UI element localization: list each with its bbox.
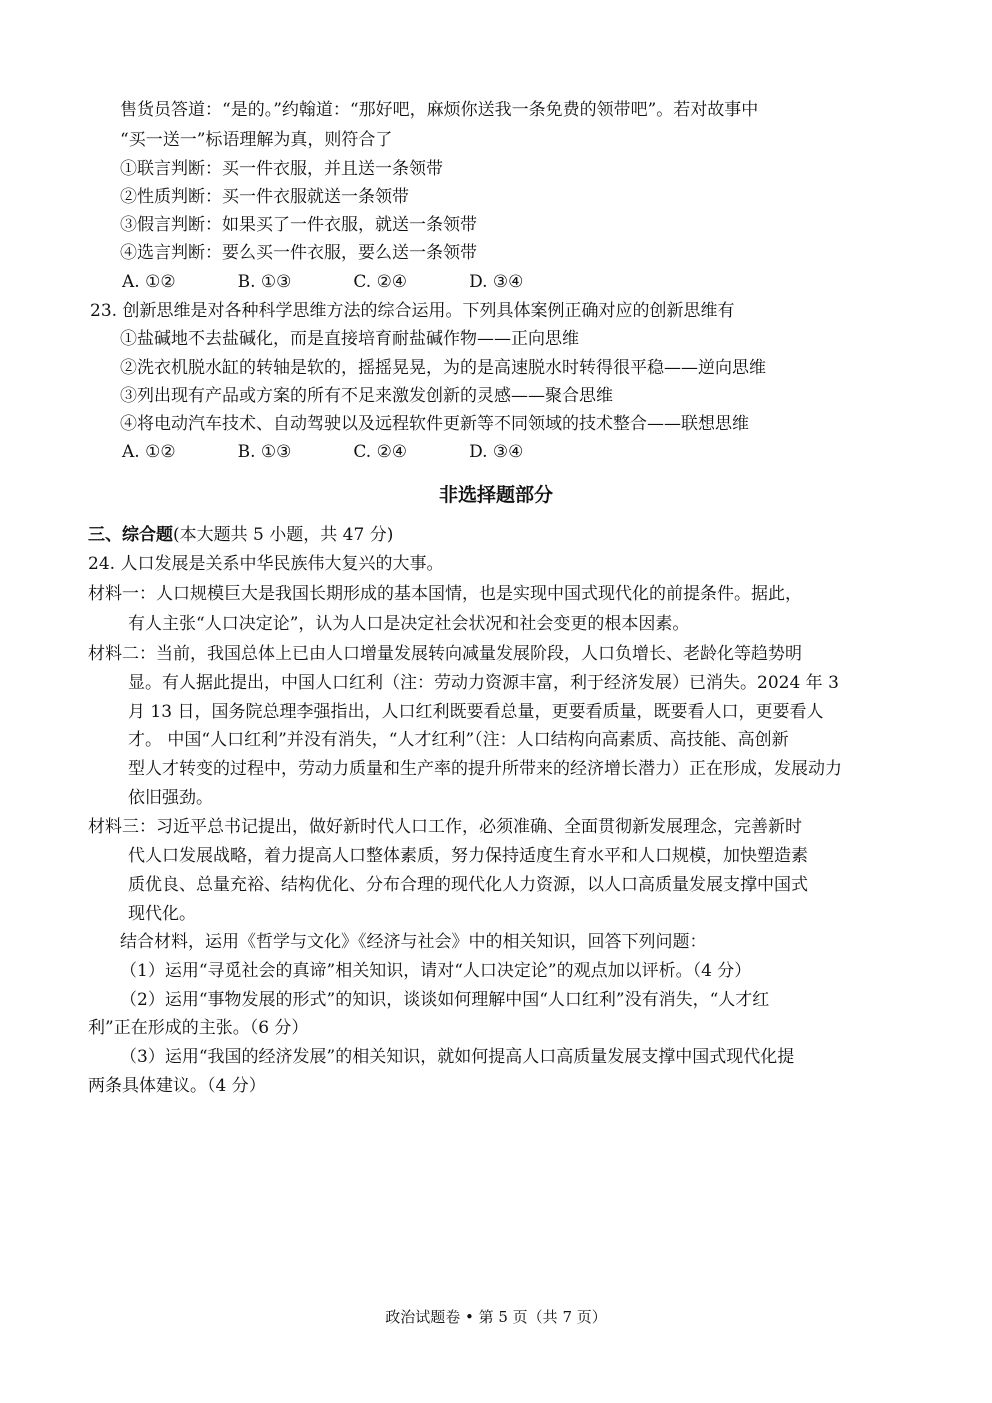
q23-item-4: ④将电动汽车技术、自动驾驶以及远程软件更新等不同领域的技术整合——联想思维 [120,414,749,434]
q22-options [122,271,523,293]
material-3-line: 现代化。 [128,904,196,924]
q22-item-2: ②性质判断：买一件衣服就送一条领带 [120,187,409,207]
q22-option-d: D. ③④ [469,272,524,292]
part3-note: (本大题共 5 小题，共 47 分) [173,525,394,545]
material-1-line: 有人主张“人口决定论”，认为人口是决定社会状况和社会变更的根本因素。 [128,614,690,634]
q23-item-2: ②洗衣机脱水缸的转轴是软的，摇摇晃晃，为的是高速脱水时转得很平稳——逆向思维 [120,358,766,378]
material-2-line: 型人才转变的过程中，劳动力质量和生产率的提升所带来的经济增长潜力）正在形成，发展动力 [128,759,842,779]
q23-item-1: ①盐碱地不去盐碱化，而是直接培育耐盐碱作物——正向思维 [120,329,579,349]
q22-option-c: C. ②④ [353,272,408,292]
material-3-line: 代人口发展战略，着力提高人口整体素质，努力保持适度生育水平和人口规模，加快塑造素 [128,846,808,866]
q24-sub-question-3-cont: 两条具体建议。（4 分） [88,1076,266,1096]
q24-instruction: 结合材料，运用《哲学与文化》《经济与社会》中的相关知识，回答下列问题： [120,932,707,952]
q24-sub-question-3: （3）运用“我国的经济发展”的相关知识，就如何提高人口高质量发展支撑中国式现代化提 [120,1047,795,1067]
q22-option-a: A. ①② [122,272,176,292]
material-1-line: 材料一：人口规模巨大是我国长期形成的基本国情，也是实现中国式现代化的前提条件。据此， [88,584,802,604]
q23-stem: 23. 创新思维是对各种科学思维方法的综合运用。下列具体案例正确对应的创新思维有 [90,301,735,321]
page-footer: 政治试题卷 • 第 5 页（共 7 页） [385,1308,607,1326]
part3-header [88,524,393,546]
q24-sub-question-2-cont: 利”正在形成的主张。（6 分） [88,1018,309,1038]
q22-item-4: ④选言判断：要么买一件衣服，要么送一条领带 [120,243,477,263]
q23-item-3: ③列出现有产品或方案的所有不足来激发创新的灵感——聚合思维 [120,386,613,406]
material-2-line: 才。 中国“人口红利”并没有消失，“人才红利”（注：人口结构向高素质、高技能、高创新 [128,730,789,750]
material-3-line: 质优良、总量充裕、结构优化、分布合理的现代化人力资源，以人口高质量发展支撑中国式 [128,875,808,895]
q23-options [122,441,523,463]
material-3-line: 材料三：习近平总书记提出，做好新时代人口工作，必须准确、全面贯彻新发展理念，完善新时 [88,817,802,837]
q22-line-2: “买一送一”标语理解为真，则符合了 [120,130,393,150]
material-2-line: 月 13 日，国务院总理李强指出，人口红利既要看总量，更要看质量，既要看人口，更要看人 [128,702,824,722]
material-2-line: 显。有人据此提出，中国人口红利（注：劳动力资源丰富，利于经济发展）已消失。2024 年 3 [128,673,839,693]
section-title: 非选择题部分 [438,484,553,506]
q22-item-1: ①联言判断：买一件衣服，并且送一条领带 [120,159,443,179]
q24-sub-question-1: （1）运用“寻觅社会的真谛”相关知识，请对“人口决定论”的观点加以评析。（4 分） [120,961,752,981]
q23-option-c: C. ②④ [353,442,408,462]
q23-option-b: B. ①③ [237,442,292,462]
q23-option-a: A. ①② [122,442,176,462]
q23-option-d: D. ③④ [469,442,524,462]
q22-line-1: 售货员答道：“是的。”约翰道：“那好吧，麻烦你送我一条免费的领带吧”。若对故事中 [120,100,759,120]
q24-sub-question-2: （2）运用“事物发展的形式”的知识，谈谈如何理解中国“人口红利”没有消失，“人才红 [120,990,770,1010]
material-2-line: 材料二：当前，我国总体上已由人口增量发展转向减量发展阶段，人口负增长、老龄化等趋势明 [88,644,802,664]
part3-label: 三、综合题 [88,525,173,545]
material-2-line: 依旧强劲。 [128,788,213,808]
q22-option-b: B. ①③ [237,272,292,292]
q22-item-3: ③假言判断：如果买了一件衣服，就送一条领带 [120,215,477,235]
q24-stem: 24. 人口发展是关系中华民族伟大复兴的大事。 [88,554,444,574]
